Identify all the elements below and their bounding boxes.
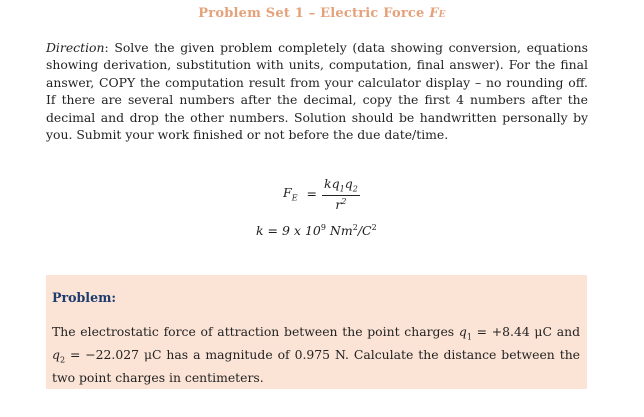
formula-numerator: $kq_1q_2$ (324, 176, 358, 194)
title-text: Problem Set 1 – Electric Force (198, 6, 430, 21)
problem-box (46, 275, 587, 389)
formula-denominator: $r^2$ (335, 196, 347, 212)
problem-label: Problem: (52, 290, 117, 305)
formula-fraction (322, 176, 360, 212)
title-variable: F (429, 6, 439, 21)
page-title (0, 6, 644, 21)
title-variable-subscript: E (438, 10, 446, 20)
problem-text: The electrostatic force of attraction between the point charges $q_1 = +8.44$ μC and $q_2 = -22.027$ μC has a magnitude of 0.975 N. Calculate the distance between the two point charges in centimeters. (52, 324, 581, 385)
direction-label: Direction (46, 40, 105, 55)
coulomb-law-formula (283, 176, 360, 212)
formula-lhs: $F_E$ (283, 185, 298, 203)
direction-paragraph (46, 39, 588, 143)
direction-body: : Solve the given problem completely (data showing conversion, equations showing derivation, substitution with units, computation, final answer). For the final answer, COPY the computation result from your calculator display – no rounding off. If there are several numbers after the decimal, copy the first 4 numbers after the decimal and drop the other numbers. Solution should be handwritten personally by you. Submit your work finished or not before the due date/time. (46, 40, 588, 143)
formula-equals: = (306, 186, 318, 202)
coulomb-constant-formula: k = 9 x $10^9$ $Nm^2/C^2$ (256, 223, 377, 239)
